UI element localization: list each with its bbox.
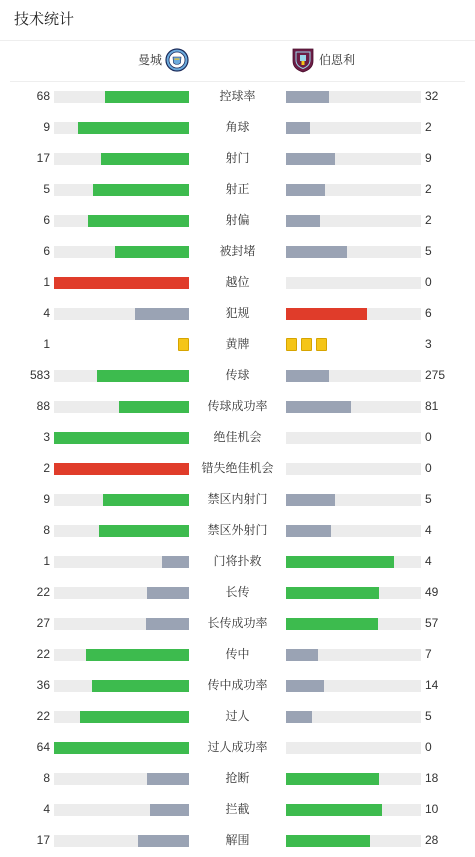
stat-row <box>0 670 475 701</box>
stat-row <box>0 484 475 515</box>
manchester-city-badge-icon <box>165 48 189 72</box>
home-value: 88 <box>36 399 50 413</box>
stat-label: 黄牌 <box>225 337 250 351</box>
stat-label: 禁区内射门 <box>207 492 268 506</box>
yellow-card-icon <box>316 338 327 351</box>
stat-row <box>0 515 475 546</box>
home-value: 17 <box>36 833 50 847</box>
home-bar-track <box>54 153 189 165</box>
away-bar-fill <box>286 494 335 506</box>
stat-row <box>0 360 475 391</box>
away-value: 5 <box>425 492 432 506</box>
yellow-card-icon <box>286 338 297 351</box>
home-value: 8 <box>43 771 50 785</box>
home-value: 583 <box>29 368 50 382</box>
away-value: 6 <box>425 306 432 320</box>
away-value: 10 <box>425 802 439 816</box>
home-bar-fill <box>88 215 189 227</box>
away-bar-track <box>286 742 421 754</box>
away-value: 4 <box>425 554 432 568</box>
stat-row <box>0 608 475 639</box>
stat-row <box>0 825 475 856</box>
away-bar-track <box>286 556 421 568</box>
stat-row <box>0 298 475 329</box>
away-value: 57 <box>425 616 439 630</box>
stat-row <box>0 143 475 174</box>
away-bar-fill <box>286 680 324 692</box>
home-value: 6 <box>43 244 50 258</box>
away-bar-track <box>286 370 421 382</box>
home-bar-fill <box>150 804 189 816</box>
home-value: 27 <box>36 616 50 630</box>
home-value: 22 <box>36 585 50 599</box>
home-bar-fill <box>97 370 189 382</box>
home-bar-track <box>54 432 189 444</box>
away-value: 14 <box>425 678 439 692</box>
home-bar-track <box>54 804 189 816</box>
home-bar-track <box>54 463 189 475</box>
away-bar-track <box>286 494 421 506</box>
home-bar-fill <box>99 525 189 537</box>
stat-label: 射偏 <box>225 213 250 227</box>
stat-label: 传中 <box>225 647 250 661</box>
away-bar-fill <box>286 91 329 103</box>
away-bar-fill <box>286 153 335 165</box>
away-bar-fill <box>286 618 378 630</box>
away-value: 32 <box>425 89 439 103</box>
home-value: 6 <box>43 213 50 227</box>
away-bar-fill <box>286 835 370 847</box>
stat-row <box>0 205 475 236</box>
away-bar-track <box>286 401 421 413</box>
yellow-card-icon <box>178 338 189 351</box>
home-yellow-cards <box>178 338 189 350</box>
stat-label: 被封堵 <box>219 244 256 258</box>
away-value: 81 <box>425 399 439 413</box>
home-bar-track <box>54 370 189 382</box>
away-value: 3 <box>425 337 432 351</box>
away-bar-track <box>286 711 421 723</box>
home-bar-fill <box>147 773 189 785</box>
away-bar-fill <box>286 184 325 196</box>
away-bar-track <box>286 525 421 537</box>
home-bar-track <box>54 742 189 754</box>
home-value: 4 <box>43 306 50 320</box>
stat-label: 控球率 <box>219 89 256 103</box>
away-value: 2 <box>425 120 432 134</box>
away-value: 0 <box>425 740 432 754</box>
home-bar-track <box>54 587 189 599</box>
home-bar-fill <box>54 432 189 444</box>
away-team-name: 伯恩利 <box>319 53 356 67</box>
stat-label: 传球成功率 <box>207 399 268 413</box>
away-bar-track <box>286 153 421 165</box>
away-bar-track <box>286 122 421 134</box>
stat-row <box>0 639 475 670</box>
home-bar-fill <box>86 649 189 661</box>
home-value: 8 <box>43 523 50 537</box>
away-bar-fill <box>286 122 310 134</box>
away-bar-track <box>286 215 421 227</box>
away-bar-track <box>286 246 421 258</box>
away-bar-fill <box>286 649 318 661</box>
away-bar-track <box>286 804 421 816</box>
stat-label: 长传成功率 <box>207 616 268 630</box>
away-bar-fill <box>286 370 329 382</box>
home-bar-fill <box>138 835 189 847</box>
home-bar-track <box>54 122 189 134</box>
away-bar-track <box>286 463 421 475</box>
away-bar-fill <box>286 773 379 785</box>
stat-label: 犯规 <box>225 306 250 320</box>
away-value: 275 <box>425 368 446 382</box>
home-bar-fill <box>93 184 189 196</box>
stat-label: 抢断 <box>225 771 250 785</box>
away-yellow-cards <box>286 338 327 350</box>
away-bar-track <box>286 835 421 847</box>
teams-header <box>0 46 475 76</box>
away-value: 4 <box>425 523 432 537</box>
home-bar-fill <box>135 308 189 320</box>
stat-row <box>0 236 475 267</box>
home-bar-fill <box>78 122 189 134</box>
yellow-card-icon <box>301 338 312 351</box>
home-bar-track <box>54 618 189 630</box>
home-value: 1 <box>43 554 50 568</box>
away-value: 2 <box>425 213 432 227</box>
stat-row <box>0 267 475 298</box>
burnley-badge-icon <box>291 47 315 73</box>
away-bar-fill <box>286 215 320 227</box>
stat-label: 传球 <box>225 368 250 382</box>
home-value: 3 <box>43 430 50 444</box>
home-bar-track <box>54 184 189 196</box>
stat-row <box>0 329 475 360</box>
stat-label: 过人 <box>225 709 250 723</box>
stat-label: 越位 <box>225 275 250 289</box>
home-bar-track <box>54 835 189 847</box>
home-bar-track <box>54 680 189 692</box>
away-bar-track <box>286 649 421 661</box>
away-bar-fill <box>286 401 351 413</box>
home-value: 68 <box>36 89 50 103</box>
away-value: 28 <box>425 833 439 847</box>
away-bar-track <box>286 680 421 692</box>
away-value: 0 <box>425 430 432 444</box>
away-bar-fill <box>286 525 331 537</box>
home-bar-track <box>54 556 189 568</box>
home-value: 9 <box>43 492 50 506</box>
stat-label: 长传 <box>225 585 250 599</box>
stat-label: 角球 <box>225 120 250 134</box>
away-value: 49 <box>425 585 439 599</box>
home-bar-fill <box>147 587 189 599</box>
away-bar-fill <box>286 556 394 568</box>
home-bar-fill <box>54 463 189 475</box>
home-value: 22 <box>36 709 50 723</box>
stat-row <box>0 763 475 794</box>
home-bar-fill <box>103 494 189 506</box>
stat-label: 射正 <box>225 182 250 196</box>
away-bar-track <box>286 618 421 630</box>
away-bar-track <box>286 277 421 289</box>
home-bar-track <box>54 401 189 413</box>
away-value: 5 <box>425 709 432 723</box>
home-value: 22 <box>36 647 50 661</box>
stat-row <box>0 546 475 577</box>
home-bar-fill <box>146 618 189 630</box>
stat-row <box>0 422 475 453</box>
away-bar-fill <box>286 804 382 816</box>
home-bar-track <box>54 246 189 258</box>
home-bar-track <box>54 91 189 103</box>
page-title: 技术统计 <box>14 11 75 28</box>
away-bar-fill <box>286 587 379 599</box>
stat-row <box>0 701 475 732</box>
home-bar-fill <box>115 246 189 258</box>
home-value: 1 <box>43 275 50 289</box>
stat-row <box>0 453 475 484</box>
stat-row <box>0 391 475 422</box>
stat-label: 门将扑救 <box>213 554 262 568</box>
home-bar-track <box>54 525 189 537</box>
home-value: 1 <box>43 337 50 351</box>
home-bar-track <box>54 773 189 785</box>
away-bar-fill <box>286 711 312 723</box>
stat-label: 解围 <box>225 833 250 847</box>
away-bar-track <box>286 184 421 196</box>
home-value: 64 <box>36 740 50 754</box>
away-bar-track <box>286 587 421 599</box>
away-value: 2 <box>425 182 432 196</box>
home-bar-track <box>54 711 189 723</box>
home-bar-fill <box>119 401 189 413</box>
stat-label: 过人成功率 <box>207 740 268 754</box>
stat-row <box>0 794 475 825</box>
home-bar-fill <box>101 153 189 165</box>
home-bar-fill <box>80 711 189 723</box>
stat-label: 传中成功率 <box>207 678 268 692</box>
stat-label: 拦截 <box>225 802 250 816</box>
stat-label: 错失绝佳机会 <box>201 461 274 475</box>
away-value: 0 <box>425 275 432 289</box>
stat-row <box>0 174 475 205</box>
stat-row <box>0 732 475 763</box>
away-bar-fill <box>286 246 347 258</box>
home-bar-track <box>54 494 189 506</box>
home-bar-track <box>54 277 189 289</box>
away-value: 9 <box>425 151 432 165</box>
away-value: 0 <box>425 461 432 475</box>
home-value: 4 <box>43 802 50 816</box>
stat-row <box>0 112 475 143</box>
away-value: 18 <box>425 771 439 785</box>
stats-list <box>0 81 475 856</box>
home-value: 36 <box>36 678 50 692</box>
home-bar-track <box>54 308 189 320</box>
away-bar-track <box>286 308 421 320</box>
home-value: 2 <box>43 461 50 475</box>
away-bar-track <box>286 91 421 103</box>
away-bar-fill <box>286 308 367 320</box>
home-bar-fill <box>92 680 189 692</box>
stat-row <box>0 577 475 608</box>
divider <box>0 40 475 41</box>
home-value: 17 <box>36 151 50 165</box>
stat-label: 绝佳机会 <box>213 430 262 444</box>
home-bar-track <box>54 649 189 661</box>
away-bar-track <box>286 773 421 785</box>
away-value: 5 <box>425 244 432 258</box>
away-bar-track <box>286 432 421 444</box>
home-bar-fill <box>105 91 189 103</box>
home-bar-fill <box>162 556 189 568</box>
stat-label: 射门 <box>225 151 250 165</box>
home-value: 9 <box>43 120 50 134</box>
home-bar-fill <box>54 277 189 289</box>
stat-label: 禁区外射门 <box>207 523 268 537</box>
stat-row <box>0 81 475 112</box>
away-value: 7 <box>425 647 432 661</box>
home-value: 5 <box>43 182 50 196</box>
home-team-name: 曼城 <box>138 53 163 67</box>
home-bar-fill <box>54 742 189 754</box>
home-bar-track <box>54 215 189 227</box>
